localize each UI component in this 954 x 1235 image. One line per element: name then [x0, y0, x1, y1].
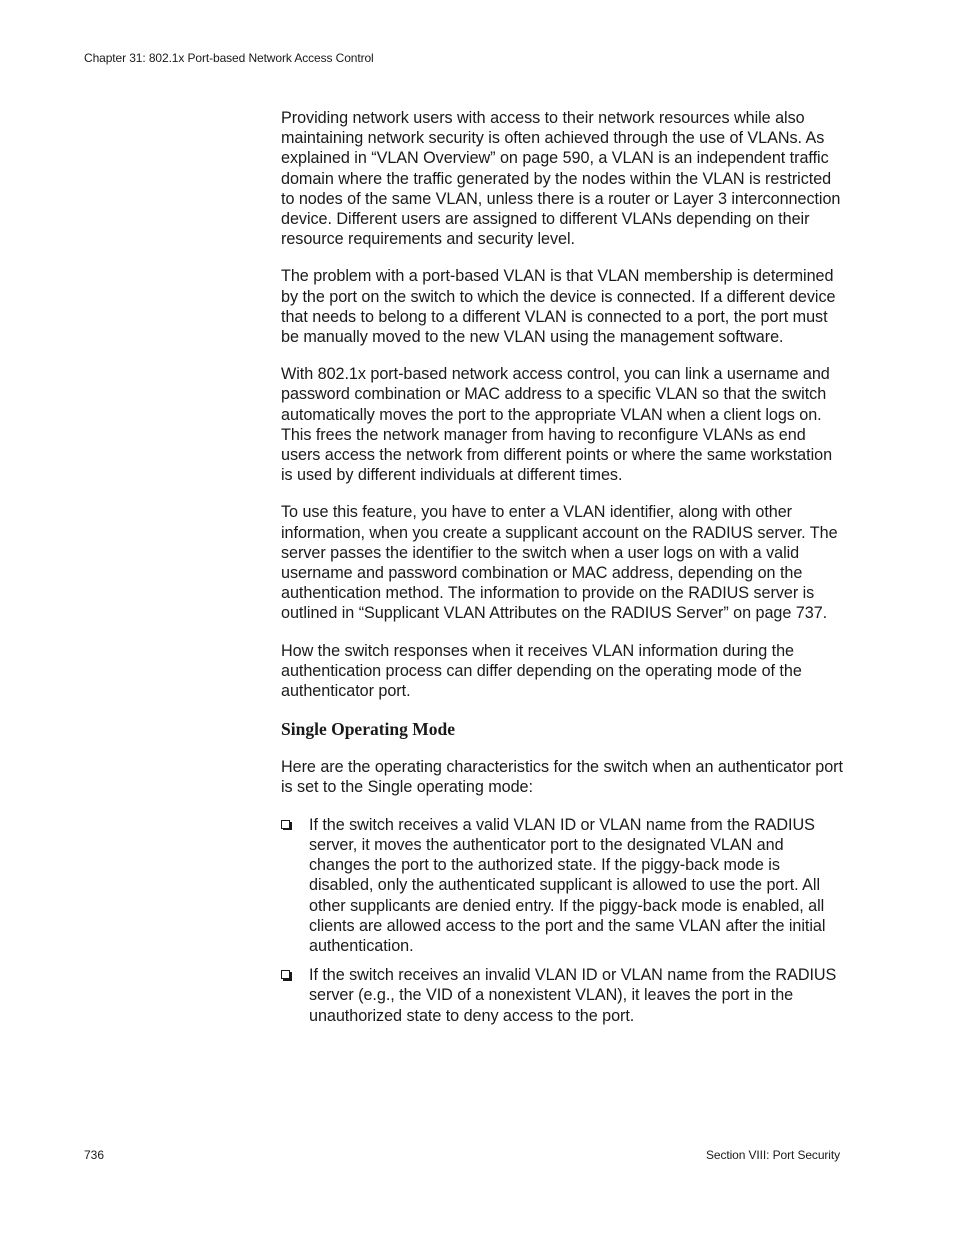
body-paragraph: To use this feature, you have to enter a VLAN identifier, along with other information, when you create a supplicant account on the RADIUS server. The server passes the identifier to the switch when a user logs on with a valid username and password combination or MAC address, depending on the authentication method. The information to provide on the RADIUS server is outlined in “Supplicant VLAN Attributes on the RADIUS Server” on page 737.: [281, 503, 838, 623]
page-content: [281, 108, 843, 1035]
body-paragraph: The problem with a port-based VLAN is that VLAN membership is determined by the port on the switch to which the device is connected. If a different device that needs to belong to a different VLAN is connected to a port, the port must be manually moved to the new VLAN using the management software.: [281, 267, 836, 347]
list-item-text: If the switch receives an invalid VLAN ID or VLAN name from the RADIUS server (e.g., the VID of a nonexistent VLAN), it leaves the port in the unauthorized state to deny access to the port.: [309, 966, 837, 1025]
list-item: [281, 965, 843, 1026]
page-number: 736: [84, 1148, 105, 1162]
shadowed-box-bullet-icon: [281, 820, 291, 830]
shadowed-box-bullet-icon: [281, 970, 291, 980]
body-paragraph: With 802.1x port-based network access control, you can link a username and password combination or MAC address to a specific VLAN so that the switch automatically moves the port to the appropriate VLAN when a client logs on. This frees the network manager from having to reconfigure VLANs as end users access the network from different points or where the same workstation is used by different individuals at different times.: [281, 365, 833, 485]
footer-section-title: Section VIII: Port Security: [705, 1148, 840, 1162]
list-item: [281, 815, 843, 956]
list-item-text: If the switch receives a valid VLAN ID or VLAN name from the RADIUS server, it moves the authenticator port to the designated VLAN and changes the port to the authorized state. If the piggy-back mode is disabled, only the authenticated supplicant is allowed to use the port. All other supplicants are denied entry. If the piggy-back mode is enabled, all clients are allowed access to the port and the same VLAN after the initial authentication.: [309, 815, 826, 955]
body-paragraph: Providing network users with access to their network resources while also maintaining network security is often achieved through the use of VLANs. As explained in “VLAN Overview” on page 590, a VLAN is an independent traffic domain where the traffic generated by the nodes within the VLAN is restricted to nodes of the same VLAN, unless there is a router or Layer 3 interconnection device. Different users are assigned to different VLANs depending on their resource requirements and security level.: [281, 109, 841, 249]
section-intro: Here are the operating characteristics for the switch when an authenticator port is set to the Single operating mode:: [281, 758, 843, 797]
running-header: Chapter 31: 802.1x Port-based Network Access Control: [84, 51, 374, 65]
body-paragraph: How the switch responses when it receives VLAN information during the authentication process can differ depending on the operating mode of the authenticator port.: [281, 641, 802, 701]
section-heading: Single Operating Mode: [281, 719, 456, 740]
bullet-list: [281, 815, 843, 1026]
